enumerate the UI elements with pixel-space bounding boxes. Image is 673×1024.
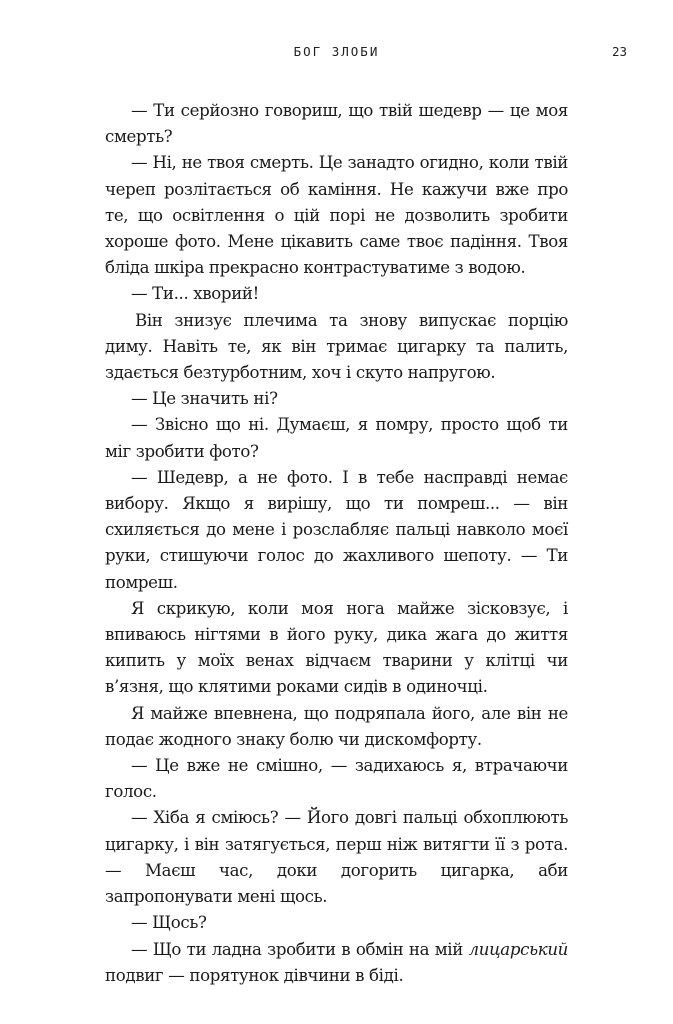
running-title: БОГ ЗЛОБИ bbox=[293, 44, 380, 59]
paragraph: — Ти серйозно говориш, що твій шедевр — це моя смерть? bbox=[105, 101, 568, 147]
italic-text: лицарський bbox=[468, 939, 568, 959]
paragraph-last bbox=[105, 937, 568, 989]
paragraph: — Це вже не смішно, — задихаюсь я, втрачаючи голос. bbox=[105, 756, 568, 802]
paragraph: — Хіба я сміюсь? — Його довгі пальці обхоплюють цигарку, і він затягується, перш ніж витягти її з рота. — Маєш час, доки догорить цигарка, аби запропонувати мені щось. bbox=[105, 808, 568, 907]
page-number: 23 bbox=[611, 44, 627, 59]
paragraph: — Це значить ні? bbox=[131, 389, 278, 409]
body-text bbox=[105, 98, 568, 989]
paragraph: — Шедевр, а не фото. І в тебе насправді немає вибору. Якщо я вирішу, що ти помреш... — він схиляється до мене і розслабляє пальці навколо моєї руки, стишуючи голос до жахливого шепоту. — Ти помреш. bbox=[105, 467, 568, 592]
paragraph: — Ні, не твоя смерть. Це занадто огидно, коли твій череп розлітається об каміння. Не кажучи вже про те, що освітлення о цій порі не дозволить зробити хороше фото. Мене цікавить саме твоє падіння. Твоя бліда шкіра прекрасно контрастуватиме з водою. bbox=[105, 153, 568, 278]
paragraph: Він знизує плечима та знову випускає порцію диму. Навіть те, як він тримає цигарку та палить, здається безтурботним, хоч і скуто напругою. bbox=[105, 310, 568, 383]
paragraph: — Звісно що ні. Думаєш, я помру, просто щоб ти міг зробити фото? bbox=[105, 415, 568, 461]
text-run: — Що ти ладна зробити в обмін на мій bbox=[131, 939, 469, 959]
paragraph: Я майже впевнена, що подряпала його, але він не подає жодного знаку болю чи дискомфорту. bbox=[105, 703, 568, 749]
paragraph: Я скрикую, коли моя нога майже зісковзує, і впиваюсь нігтями в його руку, дика жага до життя кипить у моїх венах відчаєм тварини у клітці чи в’язня, що клятими роками сидів в одиночці. bbox=[105, 598, 568, 697]
paragraph: — Ти... хворий! bbox=[131, 284, 259, 304]
text-run: подвиг — порятунок дівчини в біді. bbox=[105, 965, 404, 985]
paragraph: — Щось? bbox=[131, 913, 207, 933]
